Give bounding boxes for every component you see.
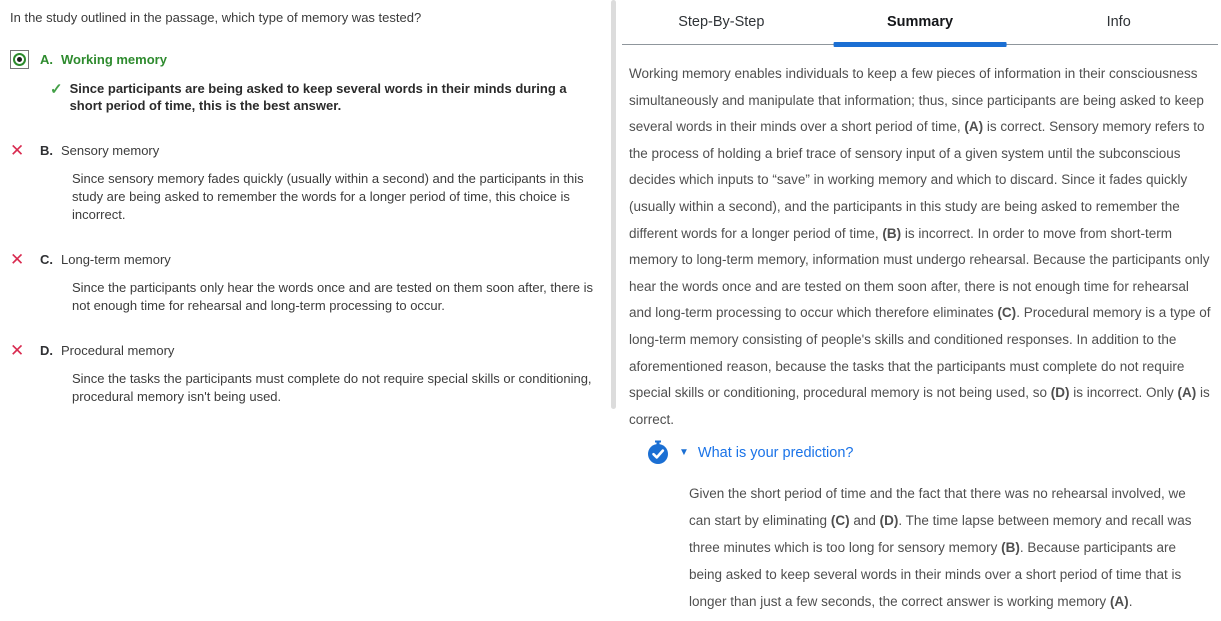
explanation-panel (616, 0, 1221, 621)
prediction-title[interactable]: What is your prediction? (697, 444, 854, 461)
tab-info[interactable] (1019, 0, 1218, 44)
option-c-marker (10, 251, 40, 268)
option-d-explanation-text: Since the tasks the participants must complete do not require special skills or conditioning, procedural memory isn't being used. (72, 371, 592, 405)
tab-step-by-step-label: Step-By-Step (678, 14, 765, 30)
answer-option-a[interactable] (10, 50, 606, 69)
tab-summary[interactable] (821, 0, 1020, 44)
option-a-marker (10, 50, 40, 69)
option-c-explanation (72, 279, 606, 315)
panel-divider-scrollbar[interactable] (611, 0, 616, 409)
checkmark-icon: ✓ (50, 80, 63, 98)
tab-info-label: Info (1106, 14, 1131, 30)
radio-ring (13, 53, 26, 66)
option-d-marker (10, 342, 40, 359)
option-b-explanation-text: Since sensory memory fades quickly (usually within a second) and the participants in this study are being asked to remember the words for a longer period of time, this choice is incorrect. (72, 171, 584, 223)
option-c-letter: C. (40, 252, 53, 268)
tab-bar (622, 0, 1218, 45)
option-a-explanation-text: Since participants are being asked to keep several words in their minds during a short period of time, this is the best answer. (69, 80, 567, 114)
prediction-body: Given the short period of time and the fact that there was no rehearsal involved, we can start by eliminating (C) and (D). The time lapse between memory and recall was three minutes which is too long for sensory memory (B). Because participants are being asked to keep several words in their minds over a short period of time that is longer than just a few seconds, the correct answer is working memory (A). (689, 486, 1192, 610)
option-b-marker (10, 142, 40, 159)
option-b-label: Sensory memory (61, 143, 160, 159)
radio-selected-icon[interactable] (10, 50, 29, 69)
option-a-letter: A. (40, 51, 53, 67)
chevron-down-icon: ▼ (679, 446, 689, 458)
incorrect-x-icon: ✕ (10, 341, 25, 361)
option-c-explanation-text: Since the participants only hear the words once and are tested on them soon after, there is not enough time for rehearsal and long-term processing to occur. (72, 280, 594, 314)
answer-option-b[interactable] (10, 142, 606, 159)
incorrect-x-icon: ✕ (10, 141, 25, 161)
option-d-explanation (72, 370, 606, 406)
prediction-toggle[interactable] (646, 440, 1215, 465)
active-tab-indicator (834, 42, 1007, 47)
option-c-label: Long-term memory (61, 252, 171, 268)
option-d-label: Procedural memory (61, 343, 175, 359)
incorrect-x-icon: ✕ (10, 250, 25, 270)
option-b-letter: B. (40, 143, 53, 159)
answer-option-d[interactable] (10, 342, 606, 359)
tab-summary-label: Summary (886, 14, 954, 30)
answer-option-c[interactable] (10, 251, 606, 268)
prediction-check-icon (646, 440, 670, 465)
summary-content (622, 45, 1221, 615)
option-a-label: Working memory (61, 51, 167, 67)
question-text: In the study outlined in the passage, which type of memory was tested? (10, 10, 422, 25)
option-b-explanation (72, 170, 606, 224)
option-d-letter: D. (40, 343, 53, 359)
summary-paragraph: Working memory enables individuals to keep a few pieces of information in their consciousness simultaneously and manipulate that information; thus, since participants are being asked to keep several words in their minds over a short period of time, (A) is correct. Sensory memory refers to the process of holding a brief trace of sensory input of a given system until the subconscious decides which inputs to “save” in working memory and which to discard. Since it fades quickly (usually within a second), and the participants in this study are being asked to remember the different words for a longer period of time, (B) is incorrect. In order to move from short-term memory to long-term memory, information must undergo rehearsal. Because the participants only hear the words once and are tested on them soon after, there is not enough time for rehearsal and long-term processing to occur which therefore eliminates (C). Procedural memory is a type of long-term memory consisting of people's skills and conditioned responses. In addition to the aforementioned reason, because the tasks that the participants must complete do not require special skills or conditioning, procedural memory is not being used, so (D) is incorrect. Only (A) is correct. (629, 66, 1211, 427)
radio-dot (17, 57, 22, 62)
tab-step-by-step[interactable] (622, 0, 821, 44)
option-a-explanation (50, 80, 606, 116)
